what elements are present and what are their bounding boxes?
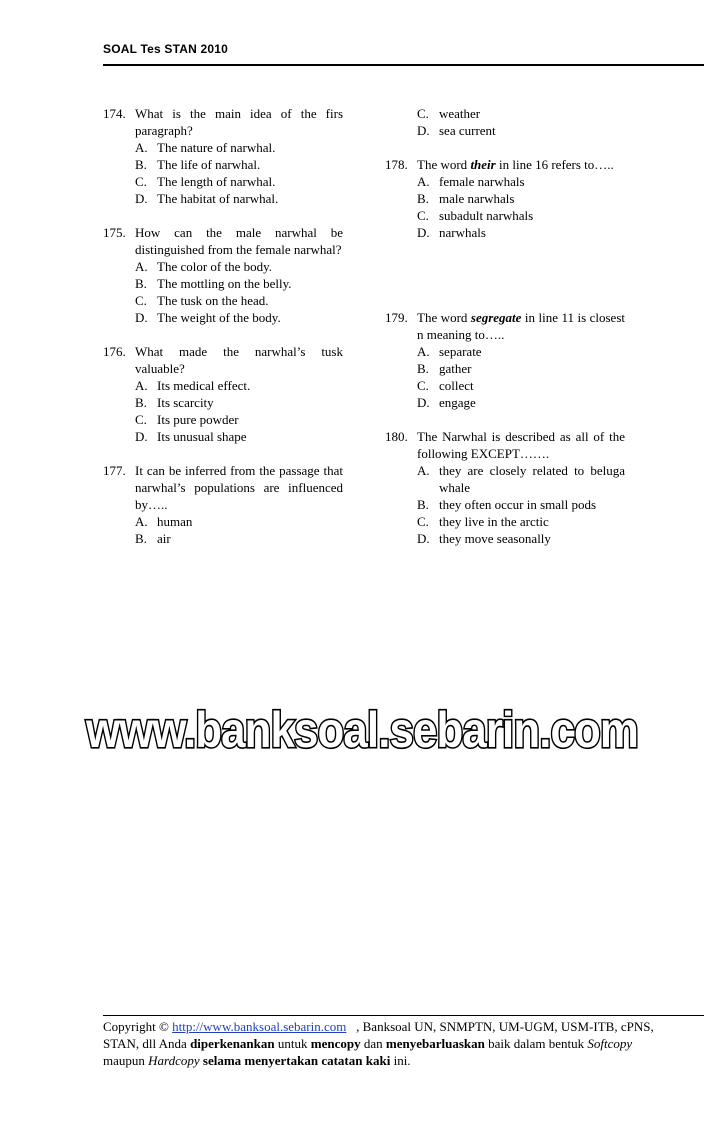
option-text: The mottling on the belly. [157,276,292,291]
question-number: 180. [385,429,408,444]
footer-italic: Hardcopy [148,1053,200,1068]
option-letter: B. [135,157,147,172]
question-177-continued [385,105,625,139]
option-letter: D. [135,429,148,444]
question-174 [103,105,343,207]
footer-text: untuk [274,1036,311,1051]
footer-text: maupun [103,1036,636,1068]
option-d [417,530,625,547]
option-text: sea current [439,123,496,138]
option-d [135,309,343,326]
question-stem: How can the male narwhal be distinguished from the female narwhal? [135,225,343,257]
option-text: air [157,531,171,546]
option-b [417,360,625,377]
option-text: separate [439,344,482,359]
option-letter: C. [417,106,429,121]
question-number: 177. [103,463,126,478]
left-column [103,105,343,547]
option-a [135,377,343,394]
question-stem: It can be inferred from the passage that narwhal’s populations are influenced by….. [135,463,343,512]
option-b [135,275,343,292]
option-c [135,173,343,190]
option-text: they often occur in small pods [439,497,597,512]
option-d [417,224,625,241]
option-d [135,428,343,445]
footer [103,1018,663,1069]
question-177 [103,462,343,547]
question-178 [385,156,625,241]
option-letter: A. [135,514,148,529]
footer-italic: Softcopy [587,1036,633,1051]
option-text: gather [439,361,472,376]
option-letter: B. [417,361,429,376]
option-text: they move seasonally [439,531,551,546]
option-letter: D. [135,310,148,325]
question-number: 179. [385,310,408,325]
option-text: Its scarcity [157,395,214,410]
page-header-title: SOAL Tes STAN 2010 [103,42,228,56]
option-text: collect [439,378,474,393]
footer-text: Copyright © [103,1019,173,1034]
option-letter: C. [135,174,147,189]
option-text: female narwhals [439,174,525,189]
question-180 [385,428,625,547]
option-letter: B. [135,531,147,546]
option-a [135,139,343,156]
option-text: human [157,514,193,529]
option-b [135,530,343,547]
option-letter: C. [135,293,147,308]
option-letter: B. [417,497,429,512]
stem-emphasis: segregate [470,310,522,325]
option-letter: C. [417,514,429,529]
option-letter: A. [417,344,430,359]
option-c [135,292,343,309]
question-number: 176. [103,344,126,359]
option-letter: D. [417,531,430,546]
header-divider [103,64,704,66]
question-stem [417,309,625,343]
option-c [417,105,625,122]
option-b [135,156,343,173]
option-letter: C. [417,378,429,393]
option-text: The color of the body. [157,259,273,274]
footer-link[interactable]: http://www.banksoal.sebarin.com [172,1019,347,1034]
option-text: Its unusual shape [157,429,247,444]
option-a [135,258,343,275]
footer-bold: diperkenankan [190,1036,275,1051]
option-text: The habitat of narwhal. [157,191,279,206]
option-letter: A. [417,174,430,189]
option-letter: C. [135,412,147,427]
question-179 [385,309,625,411]
option-text: The life of narwhal. [157,157,261,172]
option-a [417,462,625,496]
stem-text: in line 16 refers to….. [495,157,614,172]
question-stem: What is the main idea of the firs paragraph? [135,106,343,138]
option-text: Its pure powder [157,412,239,427]
question-number: 174. [103,106,126,121]
question-number: 175. [103,225,126,240]
option-text: The weight of the body. [157,310,281,325]
footer-bold: menyebarluaskan [385,1036,485,1051]
question-number: 178. [385,157,408,172]
option-c [417,377,625,394]
right-column [385,105,625,547]
footer-bold: mencopy [310,1036,361,1051]
option-text: The tusk on the head. [157,293,269,308]
option-a [417,343,625,360]
stem-text: in line 11 is closest n meaning to….. [417,310,625,342]
option-letter: A. [135,140,148,155]
question-stem [417,156,625,173]
option-text: The length of narwhal. [157,174,276,189]
option-letter: A. [135,259,148,274]
watermark [82,700,642,760]
stem-text: The word [417,157,471,172]
option-letter: B. [417,191,429,206]
option-letter: D. [135,191,148,206]
option-text: weather [439,106,481,121]
option-letter: B. [135,395,147,410]
footer-text: ini. [390,1053,411,1068]
option-letter: A. [417,463,430,478]
option-text: male narwhals [439,191,515,206]
question-175 [103,224,343,326]
option-letter: D. [417,225,430,240]
option-letter: C. [417,208,429,223]
option-b [417,190,625,207]
question-stem: The Narwhal is described as all of the following EXCEPT……. [417,429,625,461]
footer-text: dan [360,1036,386,1051]
option-letter: D. [417,395,430,410]
option-text: subadult narwhals [439,208,534,223]
footer-text: baik dalam bentuk [484,1036,588,1051]
footer-divider [103,1015,704,1016]
watermark-text: www.banksoal.sebarin.com [85,702,639,758]
option-letter: D. [417,123,430,138]
option-d [417,122,625,139]
option-d [135,190,343,207]
option-c [135,411,343,428]
stem-emphasis: their [470,157,496,172]
option-letter: B. [135,276,147,291]
option-text: Its medical effect. [157,378,251,393]
option-a [417,173,625,190]
question-stem: What made the narwhal’s tusk valuable? [135,344,343,376]
option-text: The nature of narwhal. [157,140,276,155]
footer-text: , Banksoal UN, SNMPTN, UM-UGM, USM-ITB, cPNS, STAN, dll Anda [103,1019,657,1051]
option-text: they live in the arctic [439,514,549,529]
option-text: engage [439,395,476,410]
stem-text: The word [417,310,471,325]
option-d [417,394,625,411]
option-text: they are closely related to beluga whale [439,463,625,495]
option-a [135,513,343,530]
footer-bold: selama menyertakan catatan kaki [202,1053,391,1068]
option-c [417,513,625,530]
option-b [135,394,343,411]
question-176 [103,343,343,445]
option-b [417,496,625,513]
option-text: narwhals [439,225,486,240]
option-letter: A. [135,378,148,393]
option-c [417,207,625,224]
